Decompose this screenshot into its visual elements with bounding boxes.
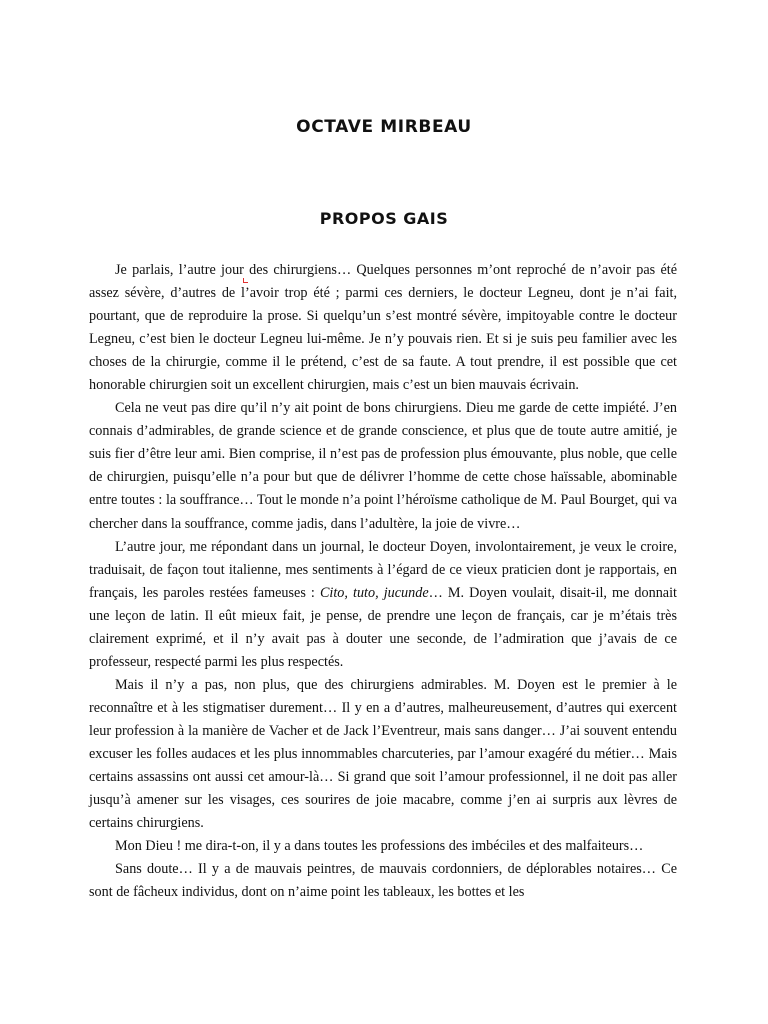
essay-title: PROPOS GAIS bbox=[319, 209, 449, 228]
paragraph-3-text-a: L’autre jour, me répondant dans un journal, le docteur Doyen, involontairement, je veux le croire, traduisait, de façon tout italienne, mes sentiments à l’égard de ce vieux praticien dont je rapportais, en français, les paroles restées fameuses : bbox=[89, 538, 677, 601]
paragraph-4: Mais il n’y a pas, non plus, que des chirurgiens admirables. M. Doyen est le premier à le reconnaître et à les stigmatiser durement… Il y en a d’autres, malheureusement, d’autres qui exercent leur profession à la manière de Vacher et de Jack l’Eventreur, mais sans danger… J’ai souvent entendu excuser les folles audaces et les plus innommables charcuteries, par l’amour exagéré du métier… Mais certains assassins ont aussi cet amour-là… Si grand que soit l’amour professionnel, il ne doit pas aller jusqu’à amener sur les visages, ces sourires de joie macabre, comme j’en ai surpris aux lèvres de certains chirurgiens. bbox=[89, 676, 677, 832]
paragraph-1-text-a: Je parlais, l’autre jour bbox=[115, 262, 244, 278]
paragraph-3-text-b: … M. Doyen voulait, disait-il, me donnait une leçon de latin. Il eût mieux fait, je pense, de prendre une leçon de français, car je m’étais très clairement exprimé, et il n’y avait pas à douter une seconde, de l’admiration que j’avais de ce professeur, respecté parmi les plus respectés. bbox=[89, 584, 677, 670]
paragraph-2: Cela ne veut pas dire qu’il n’y ait point de bons chirurgiens. Dieu me garde de cette impiété. J’en connais d’admirables, de grande science et de grande conscience, et plus que de toute autre amitié, je suis fier d’être leur ami. Bien comprise, il n’est pas de profession plus émouvante, plus noble, que celle de chirurgien, puisqu’elle n’a pour but que de délivrer l’homme de cette chose haïssable, abominable entre toutes : la souffrance… Tout le monde n’a point l’héroïsme catholique de M. Paul Bourget, qui va chercher dans la souffrance, comme jadis, dans l’adultère, la joie de vivre… bbox=[89, 400, 677, 532]
paragraph-3 bbox=[89, 536, 677, 674]
author-heading: OCTAVE MIRBEAU bbox=[296, 117, 472, 137]
paragraph-1-text-b: des chirurgiens… Quelques personnes m’ont reproché de n’avoir pas été assez sévère, d’autres de l’avoir trop été ; parmi ces derniers, le docteur Legneu, dont je n’ai fait, pourtant, que de reproduire la prose. Si quelqu’un s’est montré sévère, impitoyable contre le docteur Legneu, c’est bien le docteur Legneu lui-même. Je n’y pouvais rien. Et si je suis peu familier avec les choses de la chirurgie, comme il le prétend, c’est de sa faute. A tout prendre, il est possible que cet honorable chirurgien soit un excellent chirurgien, mais c’est un bien mauvais écrivain. bbox=[89, 262, 677, 394]
paragraph-1 bbox=[89, 259, 677, 397]
essay-body bbox=[89, 259, 677, 904]
paragraph-6: Sans doute… Il y a de mauvais peintres, de mauvais cordonniers, de déplorables notaires… Ce sont de fâcheux individus, dont on n’aime point les tableaux, les bottes et les bbox=[89, 861, 677, 901]
paragraph-3-latin-quote: Cito, tuto, jucunde bbox=[319, 584, 429, 601]
paragraph-5: Mon Dieu ! me dira-t-on, il y a dans toutes les professions des imbéciles et des malfaiteurs… bbox=[115, 838, 644, 855]
